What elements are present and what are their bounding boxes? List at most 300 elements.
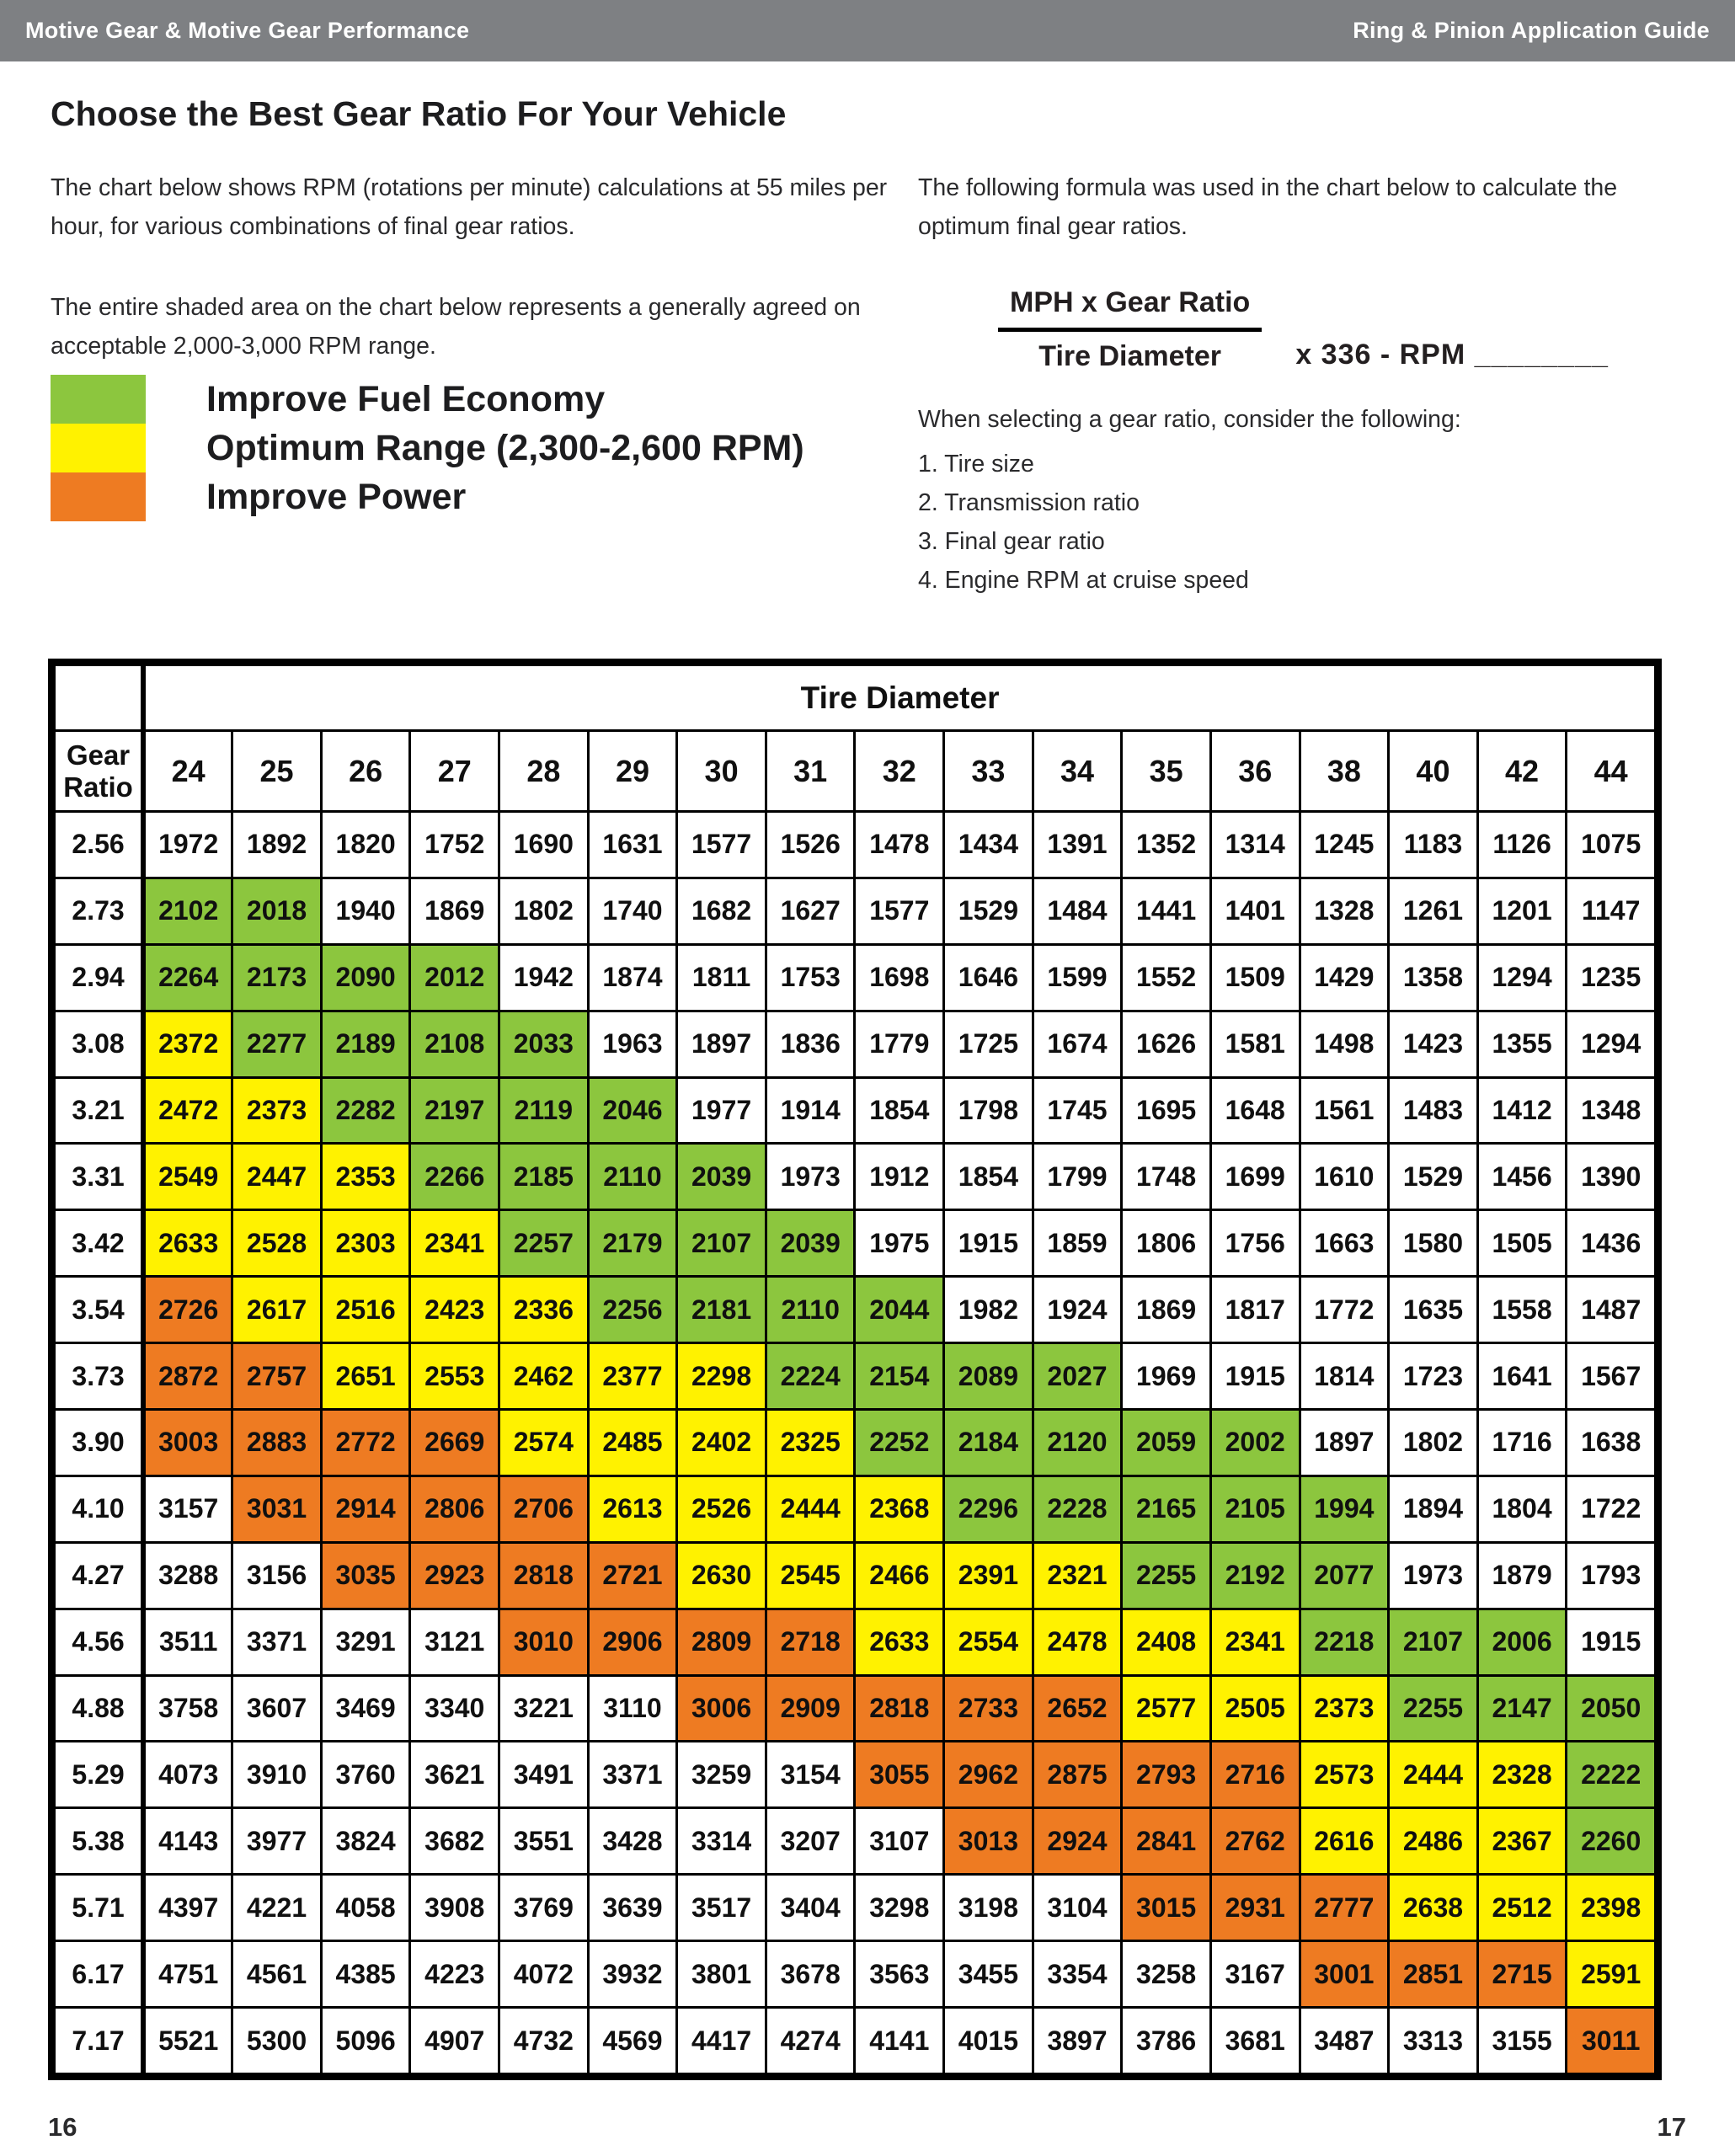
rpm-cell: 3258 <box>1122 1941 1211 2008</box>
gear-ratio-cell: 2.56 <box>55 812 144 878</box>
table-row <box>55 1742 1656 1808</box>
rpm-cell: 1526 <box>766 812 855 878</box>
rpm-cell: 1235 <box>1567 944 1656 1011</box>
rpm-cell: 1567 <box>1567 1343 1656 1410</box>
rpm-cell: 2303 <box>321 1210 410 1277</box>
tire-diameter-column-header: 30 <box>677 731 766 812</box>
rpm-cell: 1391 <box>1033 812 1122 878</box>
rpm-cell: 3157 <box>143 1476 232 1542</box>
rpm-cell: 1982 <box>944 1277 1033 1343</box>
rpm-cell: 3288 <box>143 1542 232 1609</box>
rpm-cell: 1599 <box>1033 944 1122 1011</box>
yellow-swatch <box>51 424 146 472</box>
green-swatch <box>51 375 146 424</box>
page-number-right: 17 <box>1657 2112 1686 2142</box>
rpm-cell: 5096 <box>321 2008 410 2074</box>
rpm-cell: 2224 <box>766 1343 855 1410</box>
rpm-cell: 1509 <box>1210 944 1300 1011</box>
consideration-item: 1. Tire size <box>918 451 1034 478</box>
tire-diameter-column-header: 35 <box>1122 731 1211 812</box>
rpm-cell: 1811 <box>677 944 766 1011</box>
rpm-cell: 1972 <box>143 812 232 878</box>
rpm-cell: 2012 <box>410 944 499 1011</box>
rpm-cell: 4073 <box>143 1742 232 1808</box>
rpm-cell: 2726 <box>143 1277 232 1343</box>
rpm-cell: 1561 <box>1300 1077 1389 1144</box>
rpm-cell: 3758 <box>143 1675 232 1742</box>
rpm-cell: 2633 <box>143 1210 232 1277</box>
rpm-cell: 2613 <box>588 1476 677 1542</box>
consideration-item: 2. Transmission ratio <box>918 489 1140 517</box>
rpm-cell: 2447 <box>232 1144 322 1210</box>
rpm-cell: 3910 <box>232 1742 322 1808</box>
gear-ratio-cell: 4.10 <box>55 1476 144 1542</box>
rpm-cell: 1779 <box>855 1011 944 1077</box>
rpm-cell: 3010 <box>499 1609 589 1675</box>
table-row <box>55 1941 1656 2008</box>
tire-diameter-column-header: 31 <box>766 731 855 812</box>
rpm-cell: 3259 <box>677 1742 766 1808</box>
rpm-cell: 2325 <box>766 1410 855 1476</box>
rpm-cell: 1915 <box>1567 1609 1656 1675</box>
rpm-cell: 2102 <box>143 878 232 944</box>
rpm-cell: 3198 <box>944 1875 1033 1941</box>
rpm-cell: 2545 <box>766 1542 855 1609</box>
rpm-cell: 3897 <box>1033 2008 1122 2074</box>
gear-table <box>53 664 1657 2075</box>
gear-ratio-header: Gear Ratio <box>55 731 144 812</box>
legend-item-optimum-range <box>51 424 804 472</box>
rpm-cell: 1487 <box>1567 1277 1656 1343</box>
legend-label: Improve Power <box>206 476 467 517</box>
table-column-header-row <box>55 731 1656 812</box>
rpm-cell: 1912 <box>855 1144 944 1210</box>
rpm-cell: 3011 <box>1567 2008 1656 2074</box>
gear-ratio-cell: 5.38 <box>55 1808 144 1875</box>
rpm-cell: 2173 <box>232 944 322 1011</box>
rpm-cell: 2108 <box>410 1011 499 1077</box>
rpm-cell: 2089 <box>944 1343 1033 1410</box>
rpm-cell: 2554 <box>944 1609 1033 1675</box>
table-row <box>55 1410 1656 1476</box>
rpm-cell: 1674 <box>1033 1011 1122 1077</box>
header-right-title: Ring & Pinion Application Guide <box>1353 18 1710 43</box>
rpm-cell: 1529 <box>944 878 1033 944</box>
rpm-cell: 2818 <box>499 1542 589 1609</box>
table-row <box>55 1675 1656 1742</box>
rpm-cell: 3769 <box>499 1875 589 1941</box>
rpm-cell: 1892 <box>232 812 322 878</box>
color-legend <box>51 375 804 521</box>
rpm-cell: 3314 <box>677 1808 766 1875</box>
legend-label: Optimum Range (2,300-2,600 RPM) <box>206 427 804 468</box>
rpm-cell: 2616 <box>1300 1808 1389 1875</box>
page-number-left: 16 <box>48 2112 77 2142</box>
rpm-cell: 1802 <box>1389 1410 1478 1476</box>
rpm-cell: 3517 <box>677 1875 766 1941</box>
rpm-cell: 2772 <box>321 1410 410 1476</box>
rpm-cell: 3511 <box>143 1609 232 1675</box>
gear-ratio-cell: 3.42 <box>55 1210 144 1277</box>
rpm-cell: 2341 <box>410 1210 499 1277</box>
rpm-cell: 2757 <box>232 1343 322 1410</box>
rpm-cell: 1977 <box>677 1077 766 1144</box>
table-row <box>55 1011 1656 1077</box>
rpm-cell: 2373 <box>232 1077 322 1144</box>
rpm-cell: 1854 <box>855 1077 944 1144</box>
rpm-cell: 1869 <box>1122 1277 1211 1343</box>
rpm-cell: 2181 <box>677 1277 766 1343</box>
rpm-cell: 1294 <box>1567 1011 1656 1077</box>
rpm-cell: 3221 <box>499 1675 589 1742</box>
rpm-cell: 2574 <box>499 1410 589 1476</box>
rpm-cell: 2184 <box>944 1410 1033 1476</box>
header-left-title: Motive Gear & Motive Gear Performance <box>25 18 470 43</box>
consideration-item: 3. Final gear ratio <box>918 528 1105 556</box>
rpm-cell: 1798 <box>944 1077 1033 1144</box>
considerations-title: When selecting a gear ratio, consider the following: <box>918 406 1461 433</box>
rpm-cell: 1695 <box>1122 1077 1211 1144</box>
rpm-cell: 2398 <box>1567 1875 1656 1941</box>
rpm-cell: 2107 <box>1389 1609 1478 1675</box>
tire-diameter-column-header: 27 <box>410 731 499 812</box>
rpm-cell: 2192 <box>1210 1542 1300 1609</box>
table-row <box>55 1542 1656 1609</box>
rpm-cell: 2762 <box>1210 1808 1300 1875</box>
tire-diameter-column-header: 24 <box>143 731 232 812</box>
rpm-cell: 2119 <box>499 1077 589 1144</box>
table-row <box>55 1875 1656 1941</box>
rpm-cell: 3313 <box>1389 2008 1478 2074</box>
rpm-cell: 1859 <box>1033 1210 1122 1277</box>
rpm-cell: 3031 <box>232 1476 322 1542</box>
rpm-cell: 1610 <box>1300 1144 1389 1210</box>
rpm-cell: 1973 <box>1389 1542 1478 1609</box>
rpm-cell: 2260 <box>1567 1808 1656 1875</box>
tire-diameter-span-header: Tire Diameter <box>143 665 1655 731</box>
rpm-cell: 2391 <box>944 1542 1033 1609</box>
rpm-cell: 1147 <box>1567 878 1656 944</box>
rpm-cell: 3167 <box>1210 1941 1300 2008</box>
rpm-cell: 2924 <box>1033 1808 1122 1875</box>
gear-ratio-cell: 3.08 <box>55 1011 144 1077</box>
rpm-cell: 1772 <box>1300 1277 1389 1343</box>
rpm-cell: 2669 <box>410 1410 499 1476</box>
rpm-cell: 2298 <box>677 1343 766 1410</box>
rpm-cell: 1183 <box>1389 812 1478 878</box>
rpm-cell: 3291 <box>321 1609 410 1675</box>
rpm-cell: 2549 <box>143 1144 232 1210</box>
rpm-cell: 1358 <box>1389 944 1478 1011</box>
rpm-cell: 1626 <box>1122 1011 1211 1077</box>
rpm-cell: 2402 <box>677 1410 766 1476</box>
rpm-cell: 1412 <box>1477 1077 1567 1144</box>
rpm-cell: 2018 <box>232 878 322 944</box>
rpm-cell: 1745 <box>1033 1077 1122 1144</box>
rpm-cell: 1969 <box>1122 1343 1211 1410</box>
rpm-cell: 1456 <box>1477 1144 1567 1210</box>
rpm-cell: 3455 <box>944 1941 1033 2008</box>
rpm-cell: 2006 <box>1477 1609 1567 1675</box>
rpm-cell: 1434 <box>944 812 1033 878</box>
rpm-cell: 1352 <box>1122 812 1211 878</box>
tire-diameter-column-header: 44 <box>1567 731 1656 812</box>
rpm-cell: 1793 <box>1567 1542 1656 1609</box>
gear-ratio-cell: 5.71 <box>55 1875 144 1941</box>
rpm-cell: 2526 <box>677 1476 766 1542</box>
tire-diameter-column-header: 33 <box>944 731 1033 812</box>
tire-diameter-column-header: 29 <box>588 731 677 812</box>
rpm-cell: 3354 <box>1033 1941 1122 2008</box>
rpm-cell: 3607 <box>232 1675 322 1742</box>
rpm-cell: 1577 <box>677 812 766 878</box>
table-row <box>55 1144 1656 1210</box>
rpm-cell: 2277 <box>232 1011 322 1077</box>
rpm-cell: 2444 <box>766 1476 855 1542</box>
rpm-cell: 2906 <box>588 1609 677 1675</box>
rpm-cell: 4015 <box>944 2008 1033 2074</box>
rpm-cell: 2282 <box>321 1077 410 1144</box>
gear-ratio-cell: 3.54 <box>55 1277 144 1343</box>
rpm-cell: 3404 <box>766 1875 855 1941</box>
rpm-cell: 1328 <box>1300 878 1389 944</box>
rpm-cell: 1635 <box>1389 1277 1478 1343</box>
rpm-cell: 2197 <box>410 1077 499 1144</box>
rpm-cell: 1897 <box>677 1011 766 1077</box>
table-row <box>55 2008 1656 2074</box>
rpm-cell: 2841 <box>1122 1808 1211 1875</box>
rpm-cell: 2107 <box>677 1210 766 1277</box>
rpm-cell: 4907 <box>410 2008 499 2074</box>
rpm-cell: 2368 <box>855 1476 944 1542</box>
rpm-cell: 1505 <box>1477 1210 1567 1277</box>
rpm-cell: 2255 <box>1389 1675 1478 1742</box>
rpm-cell: 3551 <box>499 1808 589 1875</box>
rpm-cell: 2046 <box>588 1077 677 1144</box>
rpm-cell: 2651 <box>321 1343 410 1410</box>
table-row <box>55 1808 1656 1875</box>
tire-diameter-column-header: 34 <box>1033 731 1122 812</box>
tire-diameter-column-header: 40 <box>1389 731 1478 812</box>
table-span-header-row <box>55 665 1656 731</box>
rpm-cell: 1423 <box>1389 1011 1478 1077</box>
rpm-cell: 2296 <box>944 1476 1033 1542</box>
rpm-cell: 1355 <box>1477 1011 1567 1077</box>
rpm-cell: 2715 <box>1477 1941 1567 2008</box>
rpm-cell: 2444 <box>1389 1742 1478 1808</box>
rpm-cell: 1806 <box>1122 1210 1211 1277</box>
rpm-cell: 2716 <box>1210 1742 1300 1808</box>
rpm-cell: 3621 <box>410 1742 499 1808</box>
rpm-cell: 3469 <box>321 1675 410 1742</box>
rpm-cell: 1723 <box>1389 1343 1478 1410</box>
rpm-cell: 3371 <box>588 1742 677 1808</box>
rpm-cell: 1201 <box>1477 878 1567 944</box>
rpm-cell: 1126 <box>1477 812 1567 878</box>
rpm-cell: 1716 <box>1477 1410 1567 1476</box>
rpm-cell: 3682 <box>410 1808 499 1875</box>
rpm-cell: 1740 <box>588 878 677 944</box>
rpm-cell: 3003 <box>143 1410 232 1476</box>
gear-ratio-cell: 5.29 <box>55 1742 144 1808</box>
rpm-cell: 3207 <box>766 1808 855 1875</box>
rpm-cell: 2039 <box>677 1144 766 1210</box>
rpm-cell: 4751 <box>143 1941 232 2008</box>
gear-ratio-cell: 3.31 <box>55 1144 144 1210</box>
rpm-cell: 1802 <box>499 878 589 944</box>
rpm-cell: 2367 <box>1477 1808 1567 1875</box>
rpm-cell: 3932 <box>588 1941 677 2008</box>
rpm-cell: 2793 <box>1122 1742 1211 1808</box>
rpm-cell: 2633 <box>855 1609 944 1675</box>
rpm-cell: 1879 <box>1477 1542 1567 1609</box>
rpm-cell: 2373 <box>1300 1675 1389 1742</box>
rpm-cell: 2706 <box>499 1476 589 1542</box>
rpm-cell: 3154 <box>766 1742 855 1808</box>
rpm-cell: 3340 <box>410 1675 499 1742</box>
rpm-cell: 2377 <box>588 1343 677 1410</box>
intro-paragraph: The chart below shows RPM (rotations per minute) calculations at 55 miles per hour, for various combinations of final gear ratios. <box>51 174 888 241</box>
rpm-cell: 2257 <box>499 1210 589 1277</box>
rpm-cell: 4397 <box>143 1875 232 1941</box>
rpm-cell: 3908 <box>410 1875 499 1941</box>
rpm-cell: 2341 <box>1210 1609 1300 1675</box>
rpm-cell: 2110 <box>588 1144 677 1210</box>
rpm-cell: 3487 <box>1300 2008 1389 2074</box>
rpm-cell: 3760 <box>321 1742 410 1808</box>
rpm-cell: 2090 <box>321 944 410 1011</box>
rpm-cell: 3155 <box>1477 2008 1567 2074</box>
rpm-cell: 3104 <box>1033 1875 1122 1941</box>
tire-diameter-column-header: 26 <box>321 731 410 812</box>
rpm-cell: 1581 <box>1210 1011 1300 1077</box>
rpm-cell: 2462 <box>499 1343 589 1410</box>
rpm-cell: 1436 <box>1567 1210 1656 1277</box>
rpm-cell: 2147 <box>1477 1675 1567 1742</box>
rpm-cell: 4417 <box>677 2008 766 2074</box>
rpm-cell: 2962 <box>944 1742 1033 1808</box>
page-title: Choose the Best Gear Ratio For Your Vehicle <box>51 94 787 133</box>
rpm-cell: 2872 <box>143 1343 232 1410</box>
rpm-cell: 2059 <box>1122 1410 1211 1476</box>
orange-swatch <box>51 472 146 521</box>
consideration-item: 4. Engine RPM at cruise speed <box>918 567 1249 595</box>
formula-paragraph: The following formula was used in the chart below to calculate the optimum final gear ratios. <box>918 174 1618 241</box>
rpm-cell: 2218 <box>1300 1609 1389 1675</box>
rpm-cell: 1963 <box>588 1011 677 1077</box>
rpm-cell: 1552 <box>1122 944 1211 1011</box>
rpm-cell: 5521 <box>143 2008 232 2074</box>
rpm-cell: 2039 <box>766 1210 855 1277</box>
table-row <box>55 1343 1656 1410</box>
rpm-cell: 2120 <box>1033 1410 1122 1476</box>
rpm-cell: 1682 <box>677 878 766 944</box>
rpm-cell: 2505 <box>1210 1675 1300 1742</box>
rpm-cell: 2264 <box>143 944 232 1011</box>
rpm-cell: 3121 <box>410 1609 499 1675</box>
rpm-cell: 2105 <box>1210 1476 1300 1542</box>
rpm-cell: 2154 <box>855 1343 944 1410</box>
rpm-cell: 2931 <box>1210 1875 1300 1941</box>
rpm-cell: 2252 <box>855 1410 944 1476</box>
rpm-cell: 2423 <box>410 1277 499 1343</box>
rpm-cell: 1854 <box>944 1144 1033 1210</box>
rpm-cell: 1914 <box>766 1077 855 1144</box>
table-row <box>55 1476 1656 1542</box>
rpm-cell: 2516 <box>321 1277 410 1343</box>
rpm-cell: 2002 <box>1210 1410 1300 1476</box>
rpm-cell: 2591 <box>1567 1941 1656 2008</box>
header-bar <box>0 0 1735 61</box>
rpm-cell: 2883 <box>232 1410 322 1476</box>
rpm-cell: 3428 <box>588 1808 677 1875</box>
rpm-cell: 3006 <box>677 1675 766 1742</box>
table-row <box>55 1277 1656 1343</box>
rpm-cell: 2478 <box>1033 1609 1122 1675</box>
rpm-cell: 1814 <box>1300 1343 1389 1410</box>
rpm-cell: 2044 <box>855 1277 944 1343</box>
corner-cell <box>55 665 144 731</box>
rpm-cell: 2255 <box>1122 1542 1211 1609</box>
tire-diameter-column-header: 25 <box>232 731 322 812</box>
rpm-cell: 2528 <box>232 1210 322 1277</box>
rpm-cell: 2512 <box>1477 1875 1567 1941</box>
rpm-cell: 2033 <box>499 1011 589 1077</box>
rpm-cell: 1483 <box>1389 1077 1478 1144</box>
rpm-cell: 1401 <box>1210 878 1300 944</box>
tire-diameter-column-header: 42 <box>1477 731 1567 812</box>
rpm-cell: 1817 <box>1210 1277 1300 1343</box>
rpm-cell: 1646 <box>944 944 1033 1011</box>
table-row <box>55 944 1656 1011</box>
rpm-cell: 1314 <box>1210 812 1300 878</box>
rpm-cell: 2185 <box>499 1144 589 1210</box>
rpm-cell: 3110 <box>588 1675 677 1742</box>
rpm-cell: 2408 <box>1122 1609 1211 1675</box>
rpm-cell: 3035 <box>321 1542 410 1609</box>
rpm-cell: 1348 <box>1567 1077 1656 1144</box>
rpm-cell: 1820 <box>321 812 410 878</box>
rpm-cell: 2577 <box>1122 1675 1211 1742</box>
rpm-cell: 3491 <box>499 1742 589 1808</box>
rpm-cell: 1748 <box>1122 1144 1211 1210</box>
rpm-cell: 4274 <box>766 2008 855 2074</box>
rpm-cell: 3107 <box>855 1808 944 1875</box>
table-row <box>55 812 1656 878</box>
gear-ratio-cell: 2.73 <box>55 878 144 944</box>
rpm-cell: 1753 <box>766 944 855 1011</box>
rpm-cell: 1294 <box>1477 944 1567 1011</box>
rpm-cell: 2875 <box>1033 1742 1122 1808</box>
rpm-cell: 2266 <box>410 1144 499 1210</box>
rpm-cell: 1722 <box>1567 1476 1656 1542</box>
rpm-cell: 1648 <box>1210 1077 1300 1144</box>
rpm-cell: 3371 <box>232 1609 322 1675</box>
rpm-cell: 1261 <box>1389 878 1478 944</box>
rpm-cell: 2336 <box>499 1277 589 1343</box>
rpm-cell: 1836 <box>766 1011 855 1077</box>
rpm-cell: 2189 <box>321 1011 410 1077</box>
rpm-cell: 4221 <box>232 1875 322 1941</box>
rpm-cell: 2050 <box>1567 1675 1656 1742</box>
rpm-cell: 2777 <box>1300 1875 1389 1941</box>
rpm-cell: 2818 <box>855 1675 944 1742</box>
rpm-cell: 2485 <box>588 1410 677 1476</box>
rpm-cell: 1915 <box>1210 1343 1300 1410</box>
legend-item-improve-power <box>51 472 804 521</box>
rpm-cell: 3298 <box>855 1875 944 1941</box>
formula-denominator: Tire Diameter <box>998 328 1262 373</box>
